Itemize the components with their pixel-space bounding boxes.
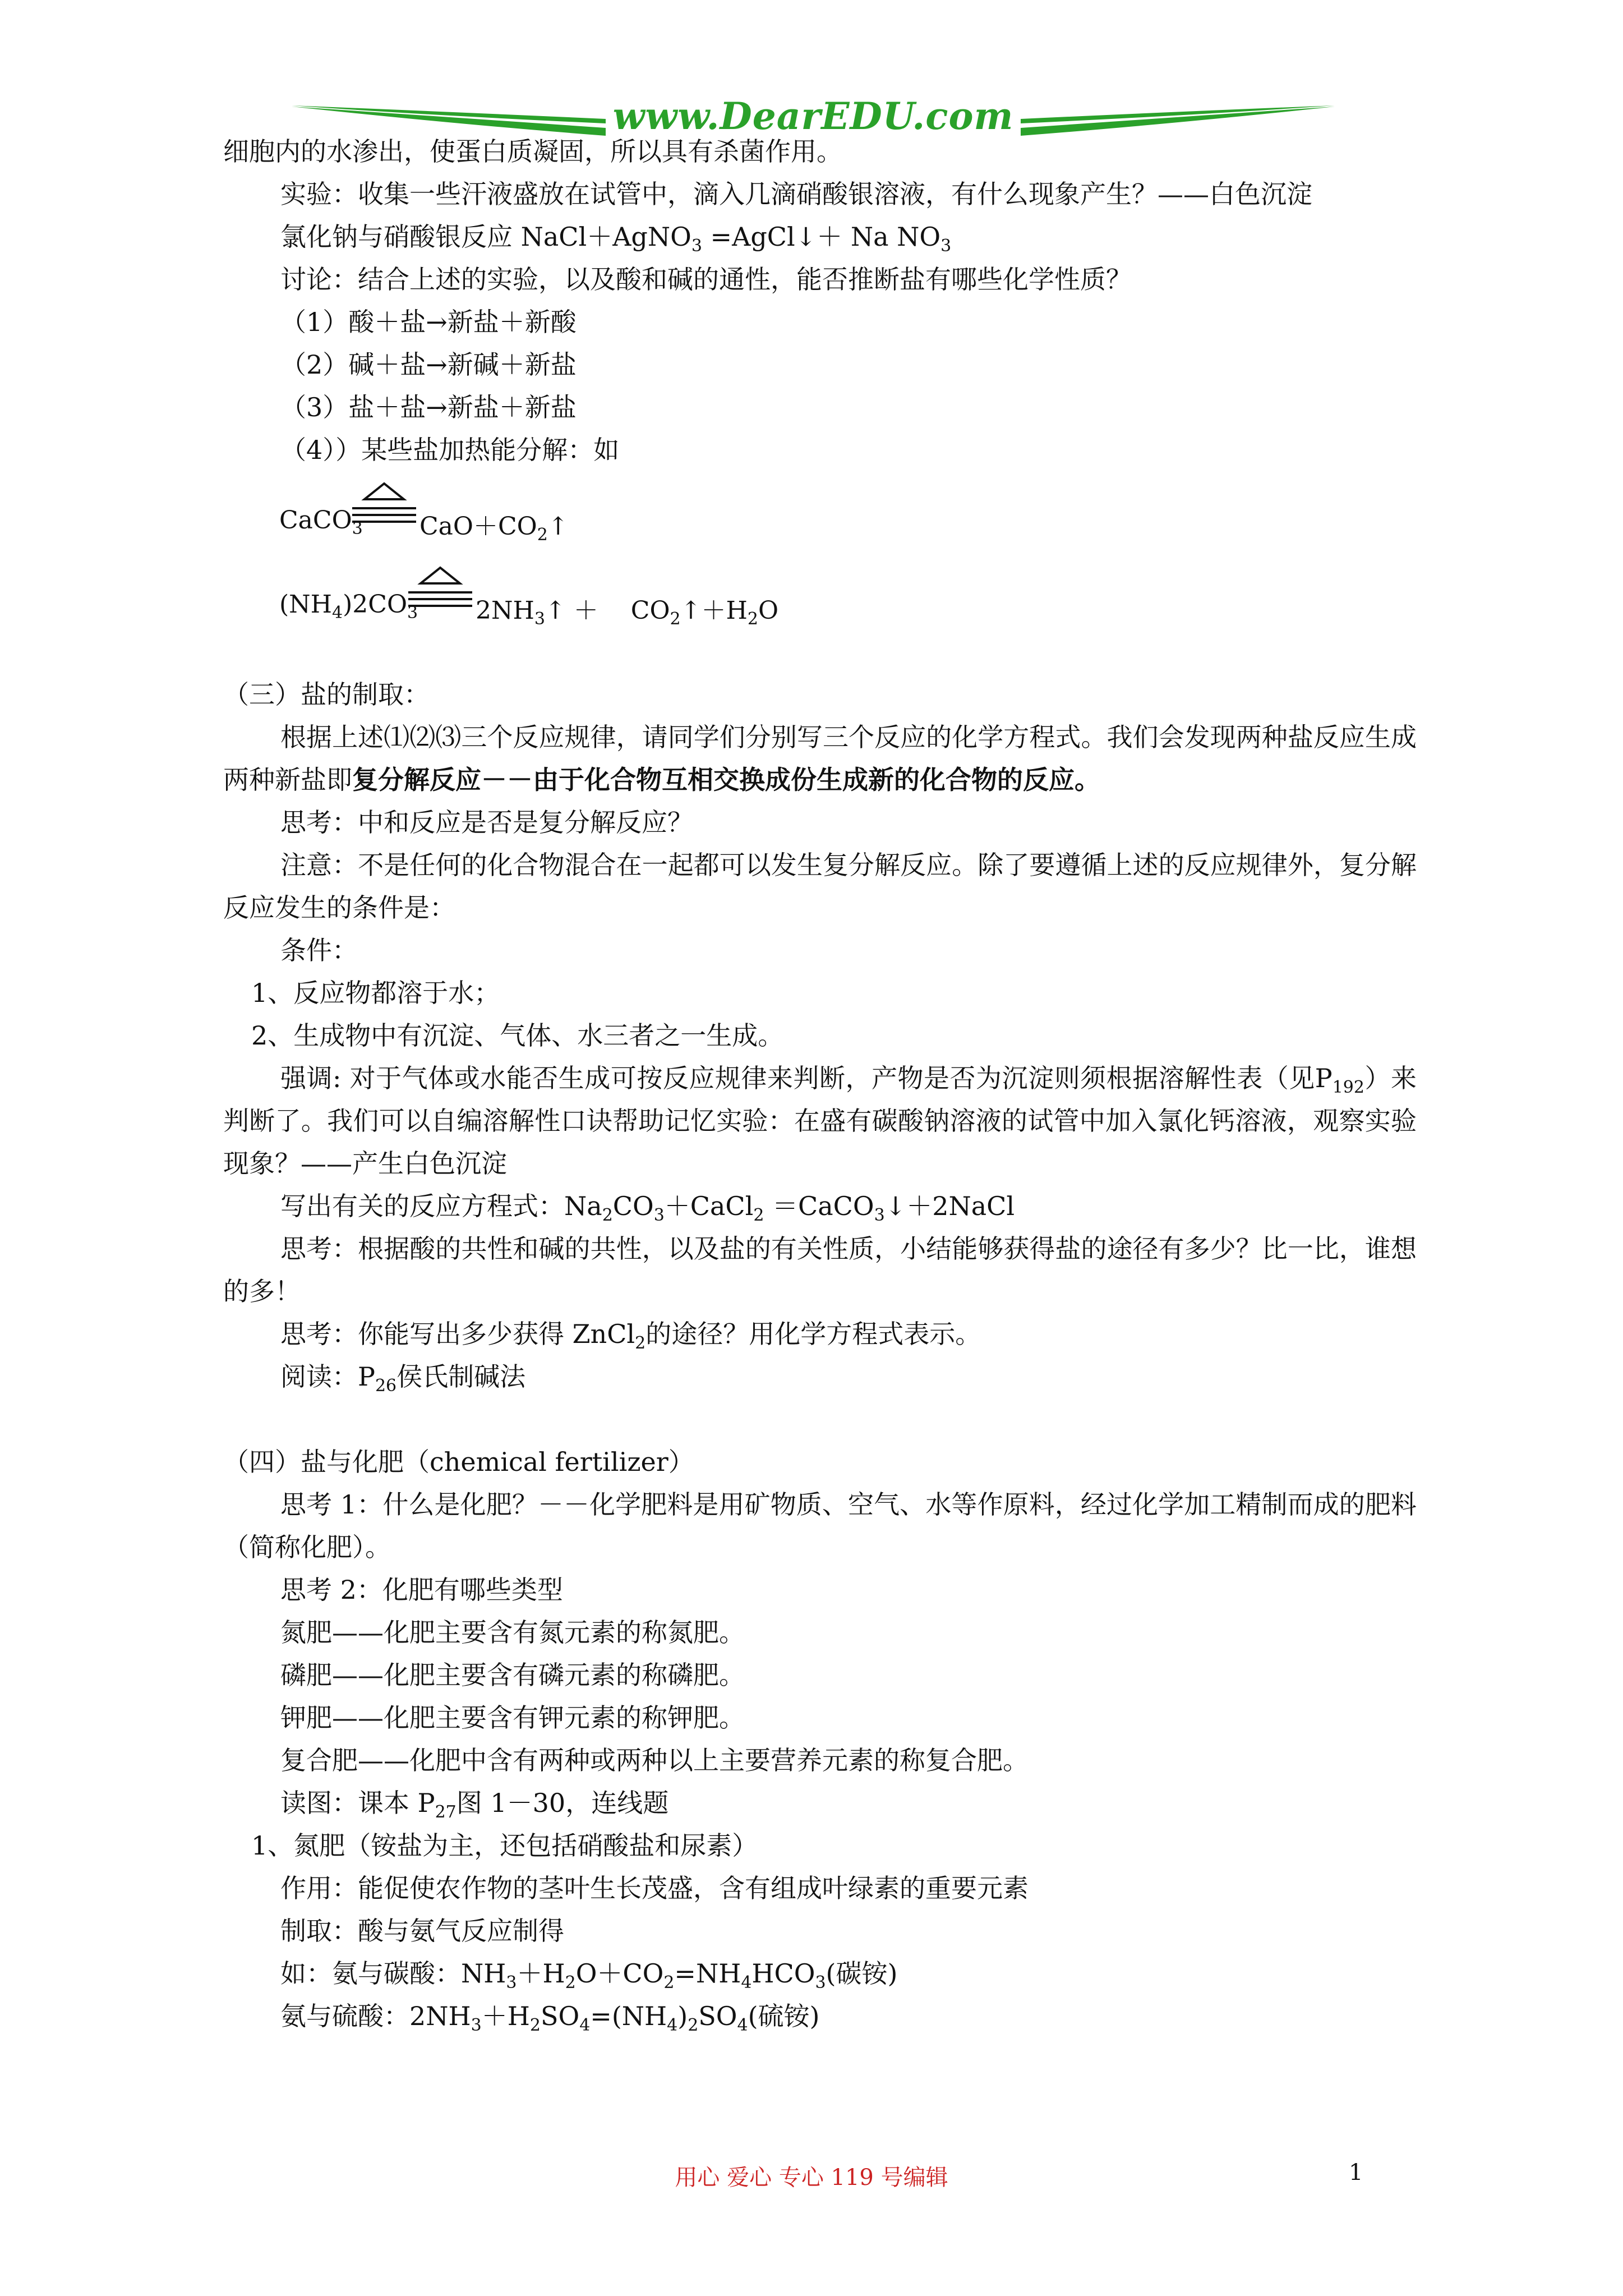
paragraph: 注意：不是任何的化合物混合在一起都可以发生复分解反应。除了要遵循上述的反应规律外，复分解反应发生的条件是： xyxy=(223,850,1417,923)
section-heading: （四）盐与化肥（chemical fertilizer） xyxy=(223,1447,694,1477)
list-item: （3）盐＋盐→新盐＋新盐 xyxy=(280,392,577,422)
paragraph: 磷肥——化肥主要含有磷元素的称磷肥。 xyxy=(280,1660,745,1690)
paragraph: 读图：课本 $P_{27}$图 1－30，连线题 xyxy=(280,1788,669,1822)
paragraph: 作用：能促使农作物的茎叶生长茂盛，含有组成叶绿素的重要元素 xyxy=(280,1873,1029,1903)
site-logo[interactable]: www.DearEDU.com xyxy=(612,94,1014,138)
equation-decompose-ammonium-carbonate: $(NH_4)2CO_3$ $2NH_3↑$ ＋ $CO_2↑+H_2O$ xyxy=(223,555,1417,639)
list-item: 1、氮肥（铵盐为主，还包括硝酸盐和尿素） xyxy=(251,1830,758,1861)
heat-delta-icon xyxy=(404,565,477,610)
document-body xyxy=(223,130,1417,2037)
paragraph: 思考：中和反应是否是复分解反应？ xyxy=(280,807,693,838)
section-heading: （三）盐的制取： xyxy=(223,679,430,710)
equation-line: 氨与硫酸：$2NH_3+H_2SO_4=(NH_4)_2SO_4$(硫铵) xyxy=(280,2001,820,2035)
list-item: （4））某些盐加热能分解：如 xyxy=(280,435,620,465)
paragraph: 实验：收集一些汗液盛放在试管中，滴入几滴硝酸银溶液，有什么现象产生？——白色沉淀 xyxy=(280,179,1312,209)
paragraph: 阅读：$P_{26}$侯氏制碱法 xyxy=(280,1361,526,1396)
page-number: 1 xyxy=(1349,2160,1363,2185)
paragraph: 思考：根据酸的共性和碱的共性，以及盐的有关性质，小结能够获得盐的途径有多少？比一比，谁想的多！ xyxy=(223,1234,1417,1306)
list-item: 1、反应物都溶于水； xyxy=(251,978,500,1008)
paragraph: 思考 1：什么是化肥？－－化学肥料是用矿物质、空气、水等作原料，经过化学加工精制而成的肥料（简称化肥）。 xyxy=(223,1489,1417,1562)
page-footer: 用心 爱心 专心 119 号编辑 xyxy=(675,2165,948,2191)
paragraph: 制取：酸与氨气反应制得 xyxy=(280,1916,564,1946)
paragraph: 氮肥——化肥主要含有氮元素的称氮肥。 xyxy=(280,1617,745,1648)
equation-line: 如：氨与碳酸：$NH_3+H_2O+CO_2=NH_4HCO_3$(碳铵) xyxy=(280,1958,898,1993)
paragraph: 思考 2：化肥有哪些类型 xyxy=(280,1575,563,1605)
paragraph: 根据上述⑴⑵⑶三个反应规律，请同学们分别写三个反应的化学方程式。我们会发现两种盐反应生成两种新盐即复分解反应－－由于化合物互相交换成份生成新的化合物的反应。 xyxy=(223,722,1417,795)
paragraph: 思考：你能写出多少获得 ZnCl$_2$的途径？用化学方程式表示。 xyxy=(280,1319,981,1353)
list-item: （1）酸＋盐→新盐＋新酸 xyxy=(280,307,577,337)
list-item: （2）碱＋盐→新碱＋新盐 xyxy=(280,349,577,380)
heat-delta-icon xyxy=(348,481,421,526)
list-item: 2、生成物中有沉淀、气体、水三者之一生成。 xyxy=(251,1020,784,1051)
paragraph: 钾肥——化肥主要含有钾元素的称钾肥。 xyxy=(280,1703,745,1733)
equation-line: 写出有关的反应方程式：$Na_2CO_3+CaCl_2$ ＝CaCO$_3$↓＋2NaCl xyxy=(280,1191,1015,1225)
equation-decompose-caco3: CaCO$_3$ $CaO+CO_2↑$ xyxy=(223,471,1417,555)
paragraph: 复合肥——化肥中含有两种或两种以上主要营养元素的称复合肥。 xyxy=(280,1745,1029,1775)
paragraph: 细胞内的水渗出，使蛋白质凝固，所以具有杀菌作用。 xyxy=(223,136,842,167)
paragraph: 条件： xyxy=(280,935,358,965)
paragraph: 讨论：结合上述的实验，以及酸和碱的通性，能否推断盐有哪些化学性质？ xyxy=(280,264,1132,295)
equation-line: 氯化钠与硝酸银反应 NaCl＋AgNO$_3$ =AgCl↓＋ Na $NO_3$ xyxy=(280,222,952,256)
paragraph: 强调: 对于气体或水能否生成可按反应规律来判断，产物是否为沉淀则须根据溶解性表（见$P_{192}$）来判断了。我们可以自编溶解性口诀帮助记忆实验：在盛有碳酸钠溶液的试管中加入氯化钙溶液，观察实验现象？——产生白色沉淀 xyxy=(223,1063,1417,1179)
